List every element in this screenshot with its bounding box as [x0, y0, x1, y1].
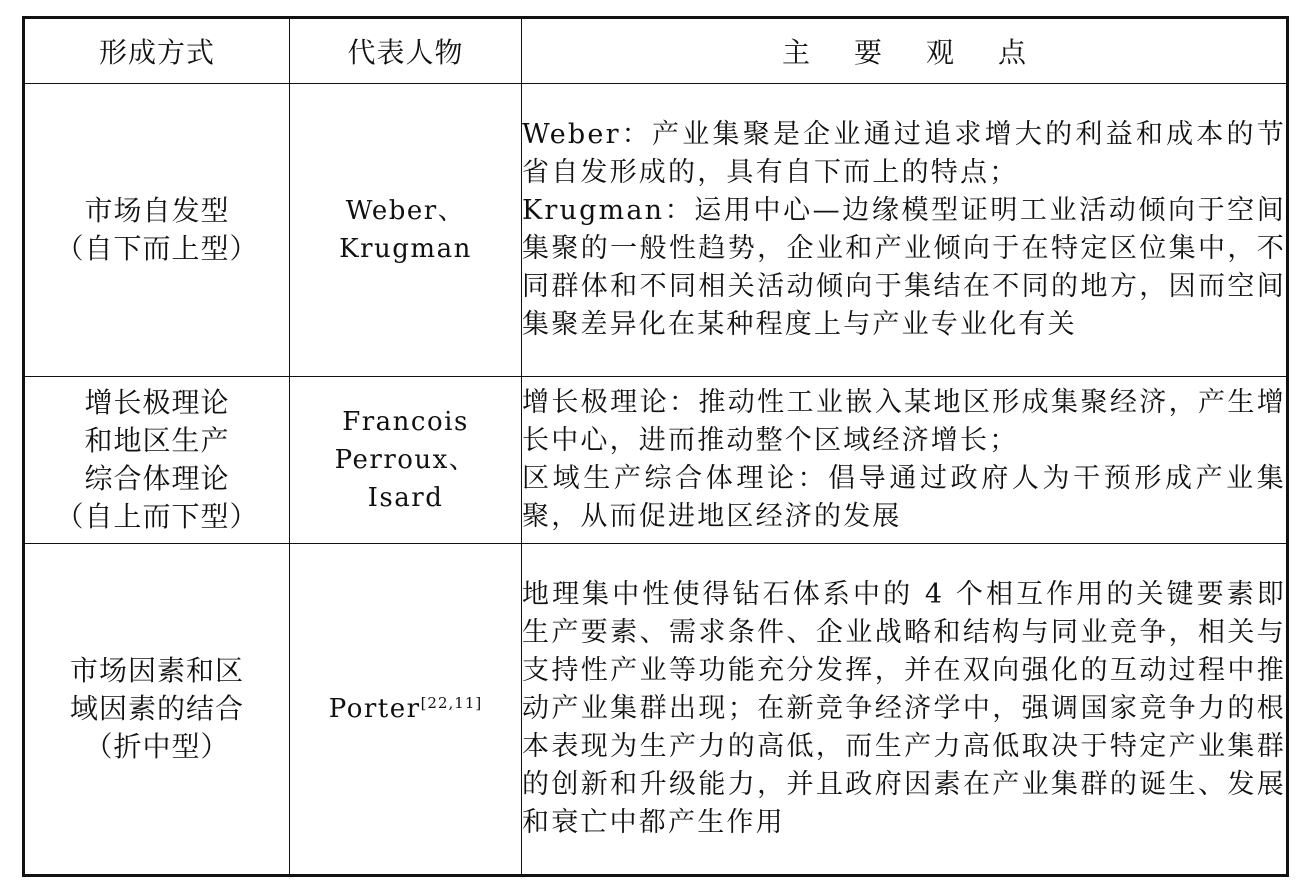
representative-line: Isard — [367, 483, 444, 513]
formation-mode-line: 增长极理论 — [84, 386, 230, 419]
main-view-paragraph: 地理集中性使得钻石体系中的 4 个相互作用的关键要素即生产要素、需求条件、企业战略和结构与同业竞争，相关与支持性产业等功能充分发挥，并在双向强化的互动过程中推动产业集群出现；在新竞争经济学中，强调国家竞争力的根本表现为生产力的高低，而生产力高低取决于特定产业集群的创新和升级能力，并且政府因素在产业集群的诞生、发展和衰亡中都产生作用 — [522, 579, 1286, 838]
comparison-table — [22, 16, 1289, 877]
citation-reference: [22,11] — [420, 694, 483, 712]
header-row — [24, 18, 1288, 84]
header-formation-mode: 形成方式 — [24, 18, 290, 84]
representative-cell — [290, 377, 522, 544]
main-view-cell — [522, 84, 1288, 377]
table-row — [24, 544, 1288, 876]
representative-cell — [290, 84, 522, 377]
representative-line: Weber、 — [345, 196, 466, 226]
formation-mode-line: 综合体理论 — [84, 462, 230, 495]
header-main-view — [522, 18, 1288, 84]
header-representative: 代表人物 — [290, 18, 522, 84]
formation-mode-line: （自下而上型） — [55, 232, 259, 265]
formation-mode-line: 市场自发型 — [84, 194, 230, 227]
main-view-paragraph: Weber：产业集聚是企业通过追求增大的利益和成本的节省自发形成的，具有自下而上的特点； — [522, 119, 1286, 188]
main-view-paragraph: 增长极理论：推动性工业嵌入某地区形成集聚经济，产生增长中心，进而推动整个区域经济增长； — [522, 387, 1286, 456]
formation-mode-line: 域因素的结合 — [69, 692, 244, 725]
representative-line: Krugman — [339, 234, 472, 264]
representative-line: Francois — [342, 407, 469, 437]
formation-mode-cell — [24, 84, 290, 377]
header-main-view-char: 要 — [853, 36, 882, 69]
formation-mode-line: （折中型） — [84, 730, 230, 763]
formation-mode-cell — [24, 377, 290, 544]
representative-name: Porter — [328, 694, 421, 724]
main-view-paragraph: 区域生产综合体理论：倡导通过政府人为干预形成产业集聚，从而促进地区经济的发展 — [522, 463, 1286, 532]
formation-mode-cell — [24, 544, 290, 876]
main-view-paragraph: Krugman：运用中心—边缘模型证明工业活动倾向于空间集聚的一般性趋势，企业和产业倾向于在特定区位集中，不同群体和不同相关活动倾向于集结在不同的地方，因而空间集聚差异化在某种程度上与产业专业化有关 — [522, 195, 1286, 340]
main-view-cell — [522, 544, 1288, 876]
header-main-view-char: 点 — [998, 36, 1027, 69]
header-main-view-char: 主 — [781, 36, 810, 69]
formation-mode-line: 和地区生产 — [84, 424, 230, 457]
representative-line: Perroux、 — [334, 445, 477, 475]
table-row — [24, 377, 1288, 544]
main-view-cell — [522, 377, 1288, 544]
header-main-view-char: 观 — [926, 36, 955, 69]
formation-mode-line: （自上而下型） — [55, 500, 259, 533]
representative-cell — [290, 544, 522, 876]
table-row — [24, 84, 1288, 377]
formation-mode-line: 市场因素和区 — [69, 654, 244, 687]
